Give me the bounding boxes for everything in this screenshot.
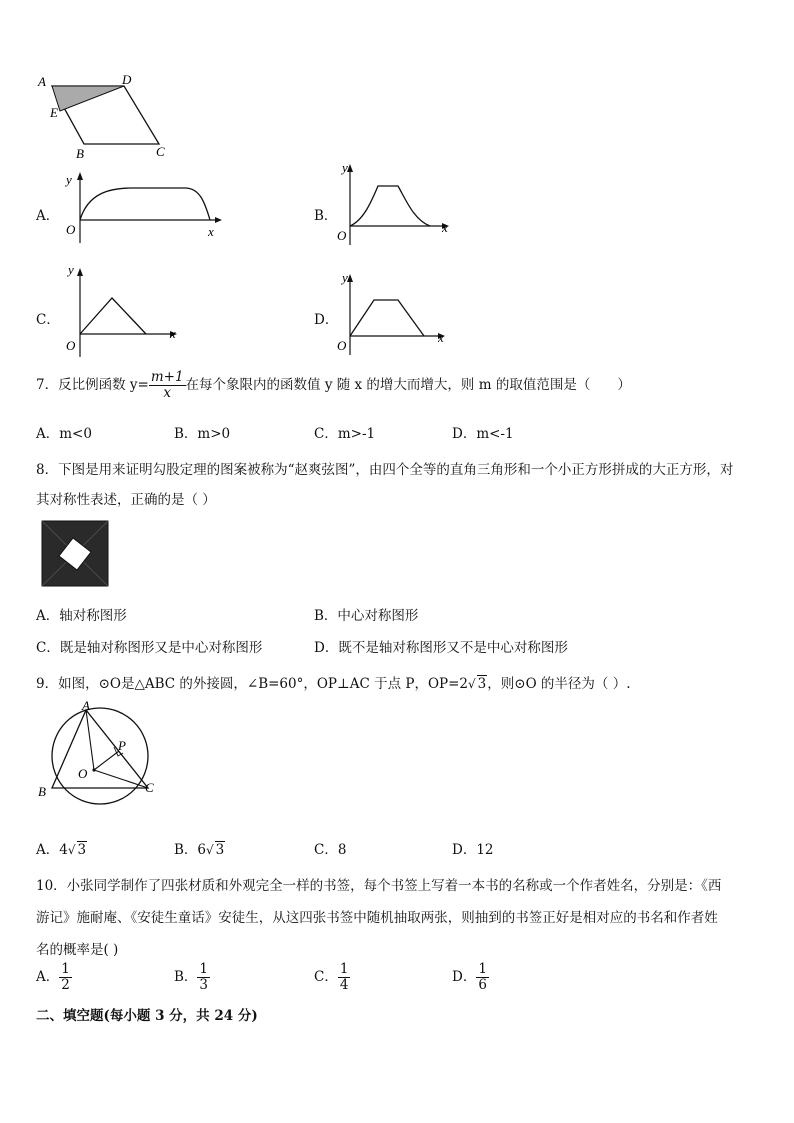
q9-option-d-value: 12: [476, 842, 494, 858]
q7-option-b: B．m>0: [174, 426, 231, 442]
vertex-e-label: E: [50, 105, 58, 120]
y-axis-label: y: [342, 160, 348, 175]
y-axis-label: y: [68, 262, 74, 277]
q7-option-d: D．m<-1: [452, 426, 514, 442]
origin-label: O: [66, 222, 76, 237]
q7-suffix: 在每个象限内的函数值 y 随 x 的增大而增大，则 m 的取值范围是（ ）: [185, 376, 631, 393]
q8-option-c: C．既是轴对称图形又是中心对称图形: [36, 640, 263, 656]
q10-option-d-fraction: [476, 962, 489, 993]
q10-option-c-fraction: [338, 962, 351, 993]
graph-option-c: [60, 262, 185, 357]
q9-option-a-letter: A．: [36, 842, 60, 858]
q9-option-c-value: 8: [337, 842, 347, 858]
y-axis-label: y: [342, 270, 348, 285]
q10-option-b: [174, 962, 210, 993]
q10-line-3: 名的概率是( ): [36, 942, 119, 958]
q7-prefix: 7．反比例函数 y=: [36, 376, 149, 393]
q8-option-d: D．既不是轴对称图形又不是中心对称图形: [314, 640, 568, 656]
circle-center-o: O: [78, 766, 88, 781]
x-axis-label: x: [442, 220, 448, 235]
circle-vertex-b: B: [38, 784, 46, 799]
q10-option-d: [452, 962, 489, 993]
q9-option-c-letter: C．: [314, 842, 338, 858]
q7-fraction-denominator: x: [163, 384, 171, 401]
q9-text-b: ，则⊙O 的半径为（ ）.: [487, 676, 631, 692]
q9-option-a-radicand: 3: [77, 842, 87, 858]
graph-option-b: [334, 160, 459, 245]
origin-label: O: [66, 338, 76, 353]
q7-option-c: C．m>-1: [314, 426, 376, 442]
vertex-b-label: B: [76, 146, 84, 161]
q8-option-a: A．轴对称图形: [36, 608, 127, 624]
x-axis-label: x: [438, 330, 444, 345]
q10-option-d-letter: D．: [452, 968, 477, 985]
fig-option-b-letter: B．: [314, 208, 338, 224]
fraction-denominator: 6: [478, 976, 487, 993]
q9-option-a: A．4√ 3: [36, 842, 87, 858]
q7-fraction: [149, 370, 186, 401]
zhao-shuang-diagram: [41, 520, 109, 587]
q9-sqrt-value: 3: [477, 676, 487, 692]
fraction-denominator: 2: [61, 976, 70, 993]
q10-option-a-letter: A．: [36, 968, 60, 985]
fraction-numerator: 1: [478, 961, 487, 977]
q9-option-a-coef: 4: [59, 842, 68, 858]
q9-option-b-coef: 6: [197, 842, 207, 858]
q8-line-2: 其对称性表述，正确的是（ ）: [36, 492, 216, 508]
parallelogram-figure: [34, 72, 174, 164]
fraction-denominator: 4: [339, 976, 349, 993]
q10-option-b-letter: B．: [174, 968, 198, 985]
section-2-heading: 二、填空题(每小题 3 分，共 24 分): [36, 1008, 258, 1024]
q9-option-d: [452, 838, 494, 858]
fraction-numerator: 1: [61, 961, 70, 977]
circle-vertex-c: C: [145, 780, 154, 795]
q9-option-b-letter: B．: [174, 842, 198, 858]
q9-option-b: B．6√ 3: [174, 842, 225, 858]
fraction-numerator: 1: [199, 961, 209, 977]
q10-option-a-fraction: [59, 962, 72, 993]
q10-option-a: [36, 962, 72, 993]
fig-option-c-letter: C．: [36, 312, 60, 328]
graph-option-d: [334, 270, 459, 355]
graph-option-a: [60, 168, 230, 243]
q10-option-b-fraction: [197, 962, 210, 993]
y-axis-label: y: [66, 172, 72, 187]
q8-option-b: B．中心对称图形: [314, 608, 419, 624]
x-axis-label: x: [208, 224, 214, 239]
fig-option-d-letter: D．: [314, 312, 339, 328]
origin-label: O: [337, 338, 347, 353]
q10-option-c-letter: C．: [314, 968, 338, 985]
q9-option-d-letter: D．: [452, 842, 477, 858]
question-9: 9．如图，⊙O是△ABC 的外接圆，∠B=60°，OP⊥AC 于点 P，OP=2√ 3，则⊙O 的半径为（ ）.: [36, 676, 631, 692]
q7-fraction-numerator: m+1: [150, 369, 184, 385]
x-axis-label: x: [170, 326, 176, 341]
vertex-c-label: C: [156, 144, 165, 159]
q10-line-2: 游记》施耐庵、《安徒生童话》安徒生，从这四张书签中随机抽取两张，则抽到的书签正好是相对应的书名和作者姓: [36, 910, 718, 926]
q9-option-c: [314, 838, 346, 858]
vertex-d-label: D: [122, 72, 132, 87]
q10-option-c: [314, 962, 350, 993]
circle-point-p: P: [118, 738, 126, 753]
question-7: [36, 370, 631, 401]
fig-option-a-letter: A．: [36, 208, 60, 224]
fraction-denominator: 3: [199, 976, 209, 993]
q9-text-a: 9．如图，⊙O是△ABC 的外接圆，∠B=60°，OP⊥AC 于点 P，OP=2: [36, 676, 469, 692]
origin-label: O: [337, 228, 347, 243]
circle-vertex-a: A: [82, 700, 90, 713]
q7-option-a: A．m<0: [36, 426, 92, 442]
q8-line-1: 8．下图是用来证明勾股定理的图案被称为“赵爽弦图”，由四个全等的直角三角形和一个小正方形拼成的大正方形，对: [36, 462, 734, 478]
vertex-a-label: A: [38, 74, 46, 89]
fraction-numerator: 1: [339, 961, 349, 977]
q9-option-b-radicand: 3: [215, 842, 225, 858]
q10-line-1: 10．小张同学制作了四张材质和外观完全一样的书签，每个书签上写着一本书的名称或一个作者姓名，分别是：《西: [36, 878, 722, 894]
circle-figure: [34, 700, 169, 805]
